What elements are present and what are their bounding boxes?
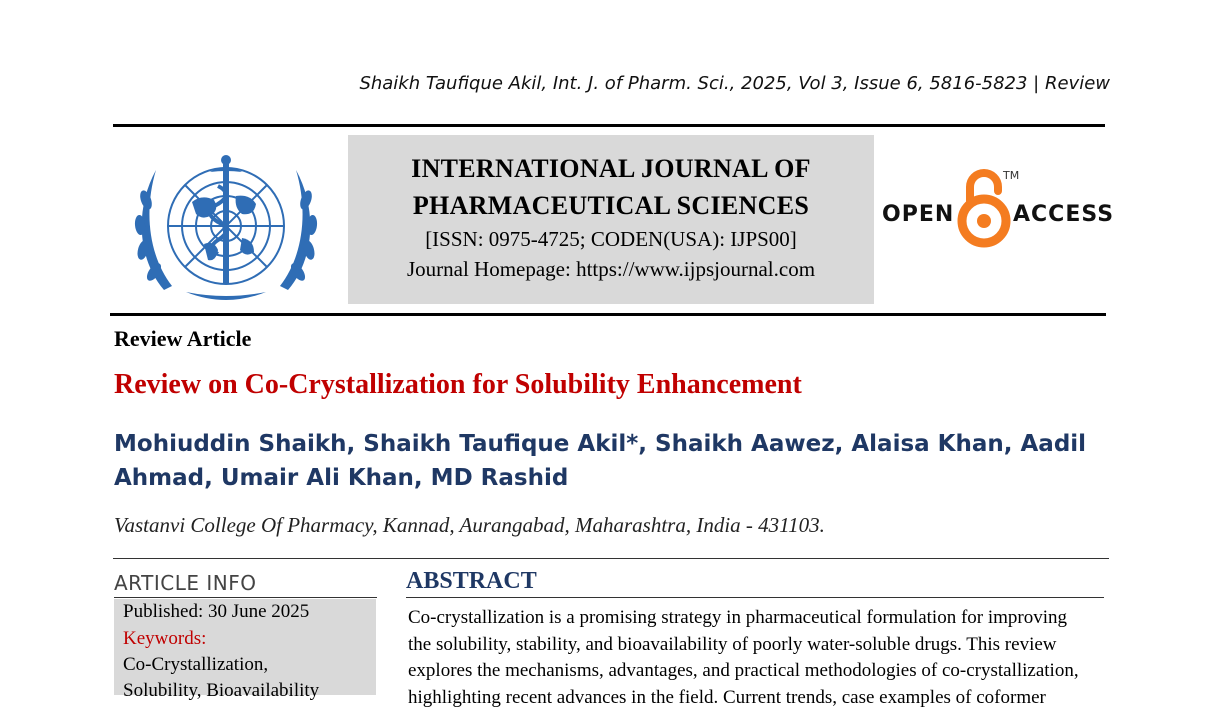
journal-issn: [ISSN: 0975-4725; CODEN(USA): IJPS00] <box>348 224 874 254</box>
abstract-text <box>408 605 1106 711</box>
keywords-line-2: Solubility, Bioavailability <box>123 680 319 702</box>
header-rule-bottom <box>110 313 1106 316</box>
trademark-symbol: TM <box>1003 169 1019 182</box>
abstract-heading: ABSTRACT <box>406 568 537 595</box>
running-header: Shaikh Taufique Akil, Int. J. of Pharm. Sci., 2025, Vol 3, Issue 6, 5816-5823 | Review <box>320 73 1110 94</box>
journal-banner <box>348 135 874 304</box>
abstract-rule <box>406 597 1104 598</box>
open-access-right-text: ACCESS <box>1013 202 1114 227</box>
keywords-label: Keywords: <box>123 628 206 650</box>
journal-title-line-2: PHARMACEUTICAL SCIENCES <box>348 187 874 224</box>
keywords-line-1: Co-Crystallization, <box>123 654 268 676</box>
authors-line-2: Ahmad, Umair Ali Khan, MD Rashid <box>114 461 1094 495</box>
journal-homepage[interactable]: Journal Homepage: https://www.ijpsjournal.com <box>348 254 874 284</box>
article-title: Review on Co-Crystallization for Solubility Enhancement <box>114 369 802 401</box>
journal-title <box>348 150 874 224</box>
open-access-logo <box>880 165 1110 255</box>
abstract-line-3: explores the mechanisms, advantages, and practical methodologies of co-crystallization, <box>408 658 1106 685</box>
article-info-rule <box>114 597 377 598</box>
article-info-box <box>114 599 376 695</box>
article-type: Review Article <box>114 326 251 352</box>
published-date: Published: 30 June 2025 <box>123 601 309 623</box>
affiliation: Vastanvi College Of Pharmacy, Kannad, Aurangabad, Maharashtra, India - 431103. <box>114 513 825 538</box>
section-divider <box>113 558 1109 559</box>
authors-line-1: Mohiuddin Shaikh, Shaikh Taufique Akil*, Shaikh Aawez, Alaisa Khan, Aadil <box>114 427 1094 461</box>
open-access-left-text: OPEN <box>882 202 954 227</box>
abstract-line-1: Co-crystallization is a promising strategy in pharmaceutical formulation for improving <box>408 605 1106 632</box>
header-rule-top <box>113 124 1105 127</box>
journal-title-line-1: INTERNATIONAL JOURNAL OF <box>348 150 874 187</box>
abstract-line-2: the solubility, stability, and bioavailability of poorly water-soluble drugs. This review <box>408 632 1106 659</box>
journal-emblem-icon <box>126 140 326 308</box>
author-list <box>114 427 1094 495</box>
abstract-line-4: highlighting recent advances in the field. Current trends, case examples of coformer <box>408 685 1106 711</box>
article-info-heading: ARTICLE INFO <box>114 571 256 595</box>
